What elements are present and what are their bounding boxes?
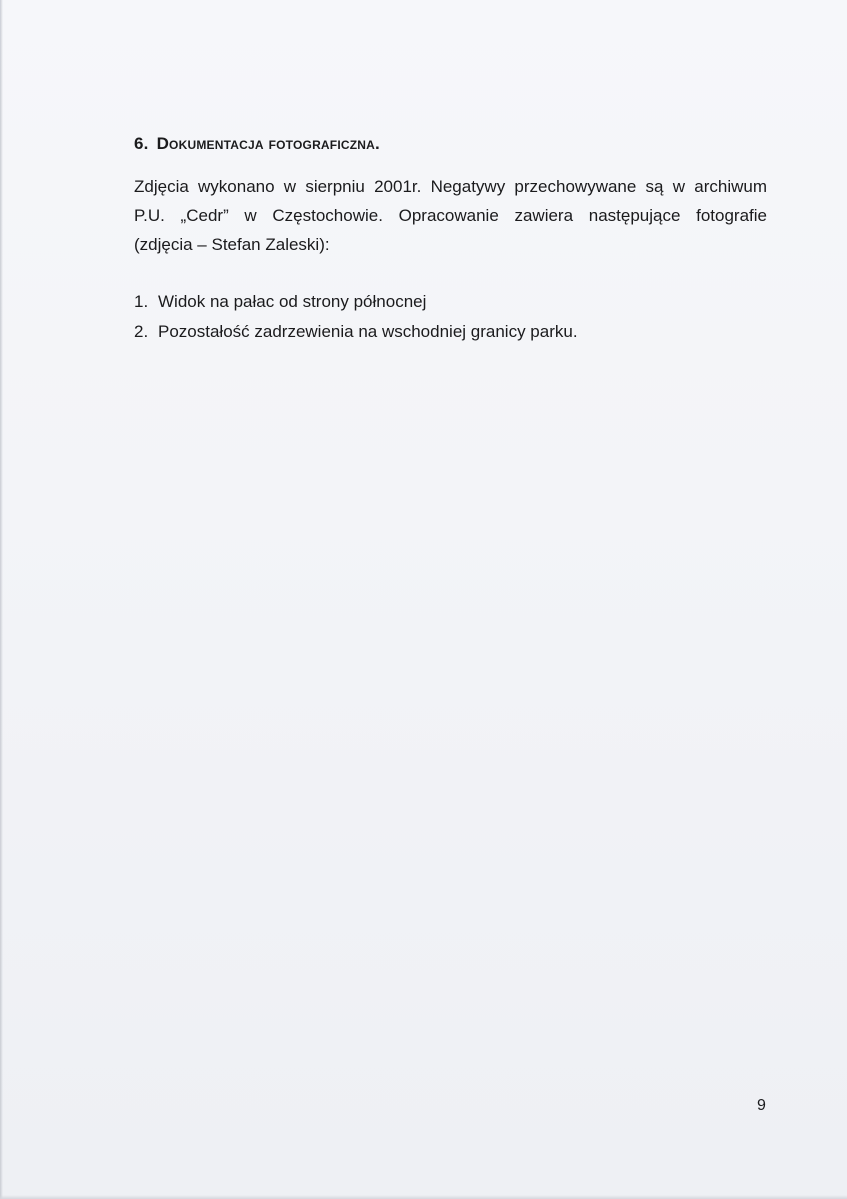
page-number: 9 xyxy=(757,1097,766,1114)
section-heading xyxy=(134,134,380,154)
list-item xyxy=(134,322,578,342)
list-marker: 2. xyxy=(134,322,149,341)
list-marker: 1. xyxy=(134,292,149,311)
list-item-text: Widok na pałac od strony północnej xyxy=(158,292,427,311)
paragraph-line-2: P.U. „Cedr” w Częstochowie. Opracowanie zawiera następujące fotografie xyxy=(134,206,767,225)
paragraph-line-3: (zdjęcia – Stefan Zaleski): xyxy=(134,235,330,254)
paragraph-line-1: Zdjęcia wykonano w sierpniu 2001r. Negatywy przechowywane są w archiwum xyxy=(134,177,767,196)
list-item xyxy=(134,292,426,312)
section-number: 6. xyxy=(134,134,149,153)
scan-left-edge xyxy=(0,0,3,1199)
scan-bottom-edge xyxy=(0,1195,847,1199)
list-item-text: Pozostałość zadrzewienia na wschodniej granicy parku. xyxy=(158,322,578,341)
section-title: Dokumentacja fotograficzna. xyxy=(156,134,380,153)
